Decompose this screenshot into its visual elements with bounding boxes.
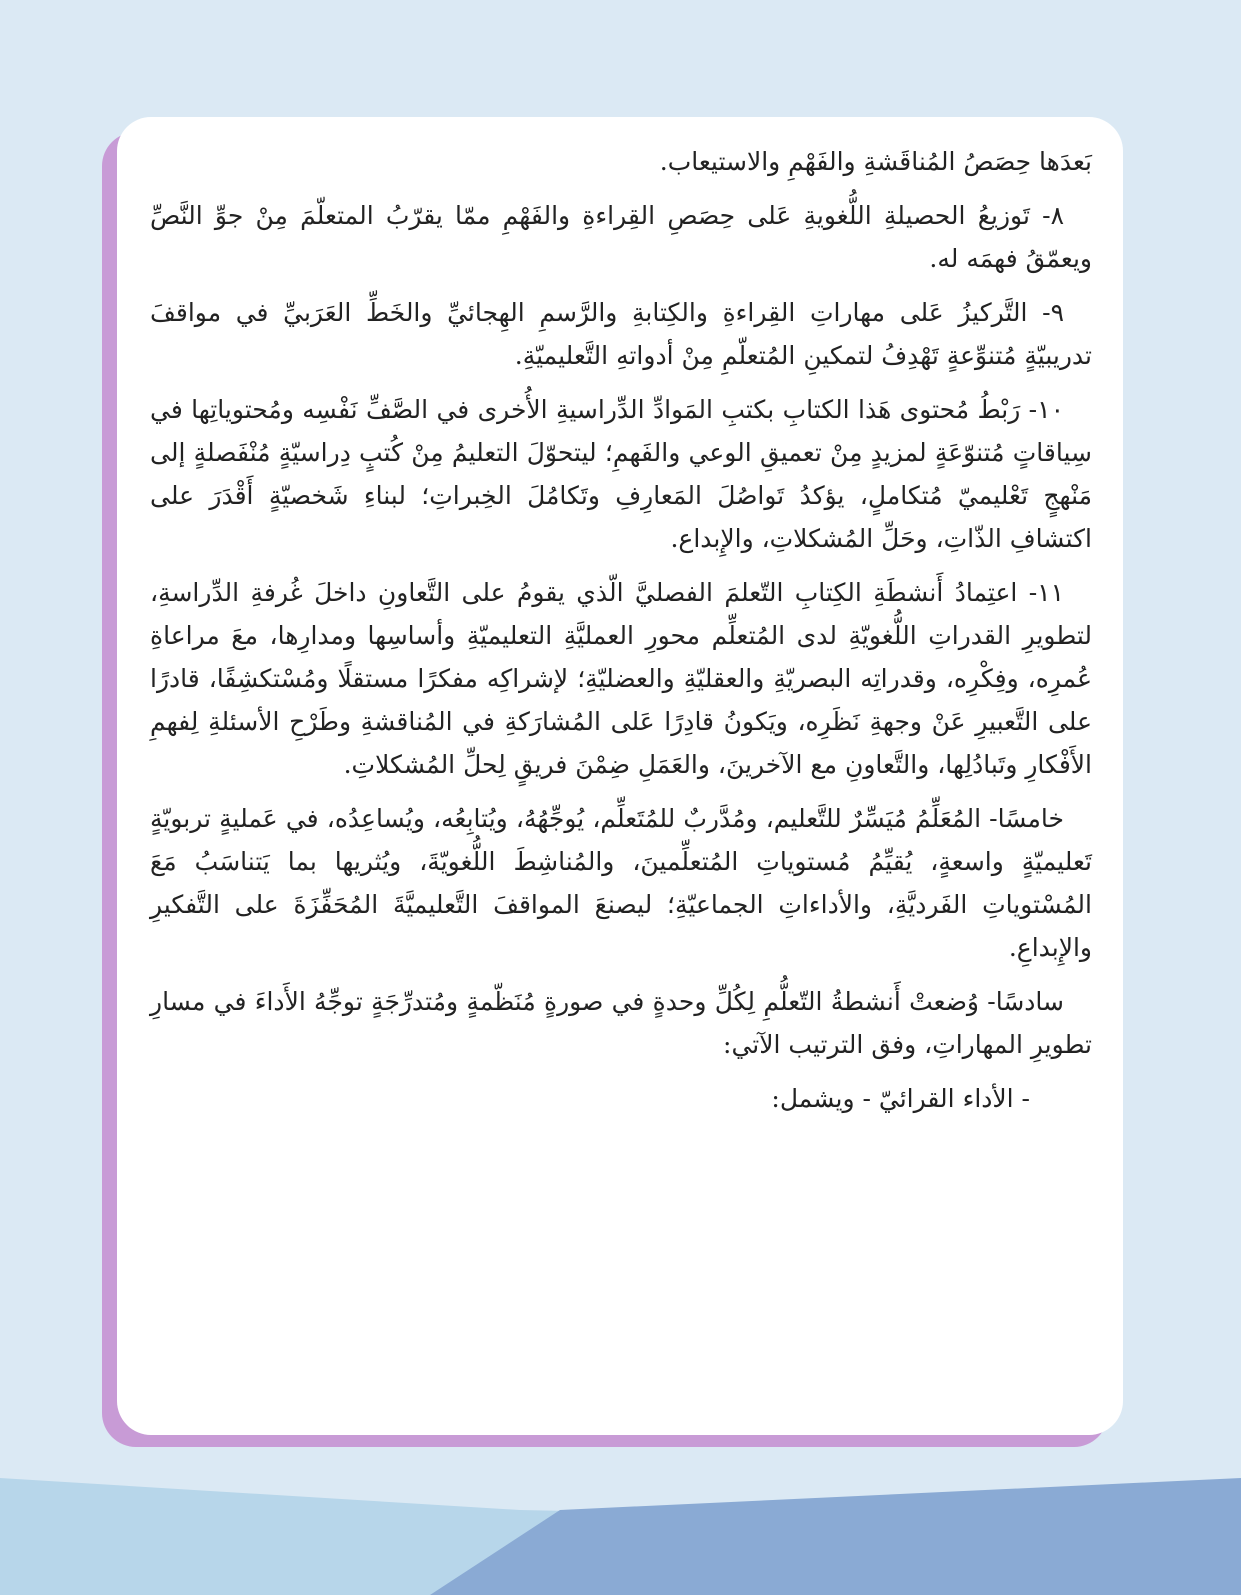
- paragraph-item-11: ١١- اعتِمادُ أَنشطَةِ الكِتابِ التّعلمَ الفصليَّ الّذي يقومُ على التَّعاونِ داخلَ غُرفةِ الدِّراسةِ، لتطويرِ القدراتِ اللُّغويّةِ لدى المُتعلِّم محورِ العمليَّةِ التعليميّةِ وأساسِها ومدارِها، معَ مراعاةِ عُمرِه، وفِكْرِه، وقدراتِه البصريّةِ والعقليّةِ والعضليّةِ؛ لإشراكِه مفكرًا مستقلًا ومُسْتكشِفًا، قادرًا على التَّعبيرِ عَنْ وجهةِ نَظَرِه، ويَكونُ قادِرًا عَلى المُشارَكةِ في المُناقشةِ وطَرْحِ الأسئلةِ لِفهمِ الأَفْكارِ وتَبادُلِها، والتَّعاونِ مع الآخرينَ، والعَمَلِ ضِمْنَ فريقٍ لِحلِّ المُشكلاتِ.: [150, 578, 1092, 779]
- paragraph-item-8: ٨- تَوزيعُ الحصيلةِ اللُّغويةِ عَلى حِصَصِ القِراءةِ والفَهْمِ ممّا يقرّبُ المتعلّمَ مِنْ جوِّ النَّصِّ ويعمّقُ فهمَه له.: [150, 201, 1092, 273]
- paragraph-intro-continuation: بَعدَها حِصَصُ المُناقَشةِ والفَهْمِ والاستيعاب.: [659, 147, 1092, 176]
- paragraph-item-9: ٩- التَّركيزُ عَلى مهاراتِ القِراءةِ والكِتابةِ والرَّسمِ الهِجائيِّ والخَطِّ العَرَبيِّ في مواقفَ تدريبيّةٍ مُتنوِّعةٍ تَهْدِفُ لتمكينِ المُتعلّمِ مِنْ أدواتهِ التَّعليميّةِ.: [150, 298, 1092, 370]
- paragraph-fifth: خامسًا- المُعَلِّمُ مُيَسِّرٌ للتَّعليم، ومُدَّربٌ للمُتَعلِّم، يُوجِّهُهُ، ويُتابِعُه، ويُساعِدُه، في عَمليةٍ تربويّةٍ تَعليميّةٍ واسعةٍ، يُقيِّمُ مُستوياتِ المُتعلِّمينَ، والمُناشِطَ اللُّغويّةَ، ويُثريها بما يَتناسَبُ مَعَ المُسْتوياتِ الفَرديَّةِ، والأداءاتِ الجماعيّةِ؛ ليصنعَ المواقفَ التَّعليميَّةَ المُحَفِّزَةَ على التَّفكيرِ والإِبداعِ.: [150, 804, 1092, 962]
- document-body: [150, 140, 1092, 1131]
- list-item-reading-performance: - الأداء القرائيّ - ويشمل:: [771, 1084, 1030, 1113]
- bottom-decorative-band: [0, 1440, 1241, 1595]
- paragraph-sixth: سادسًا- وُضعتْ أَنشطةُ التّعلُّمِ لِكُلِّ وحدةٍ في صورةٍ مُنَظّمةٍ ومُتدرِّجَةٍ توجِّهُ الأَداءَ في مسارِ تطويرِ المهاراتِ، وفق الترتيب الآتي:: [150, 987, 1092, 1059]
- band-dark-shape: [430, 1478, 1241, 1595]
- paragraph-item-10: ١٠- رَبْطُ مُحتوى هَذا الكتابِ بكتبِ المَوادِّ الدِّراسيةِ الأُخرى في الصَّفِّ نَفْسِه ومُحتوياتِها في سِياقاتٍ مُتنوّعَةٍ لمزيدٍ مِنْ تعميقِ الوعي والفَهمِ؛ ليتحوّلَ التعليمُ مِنْ كُتبٍ دِراسيّةٍ مُنْفَصلةٍ إلى مَنْهجٍ تَعْليميّ مُتكاملٍ، يؤكدُ تَواصُلَ المَعارِفِ وتَكامُلَ الخِبراتِ؛ لبناءِ شَخصيّةٍ أَقْدَرَ على اكتشافِ الذّاتِ، وحَلِّ المُشكلاتِ، والإِبداع.: [150, 395, 1092, 553]
